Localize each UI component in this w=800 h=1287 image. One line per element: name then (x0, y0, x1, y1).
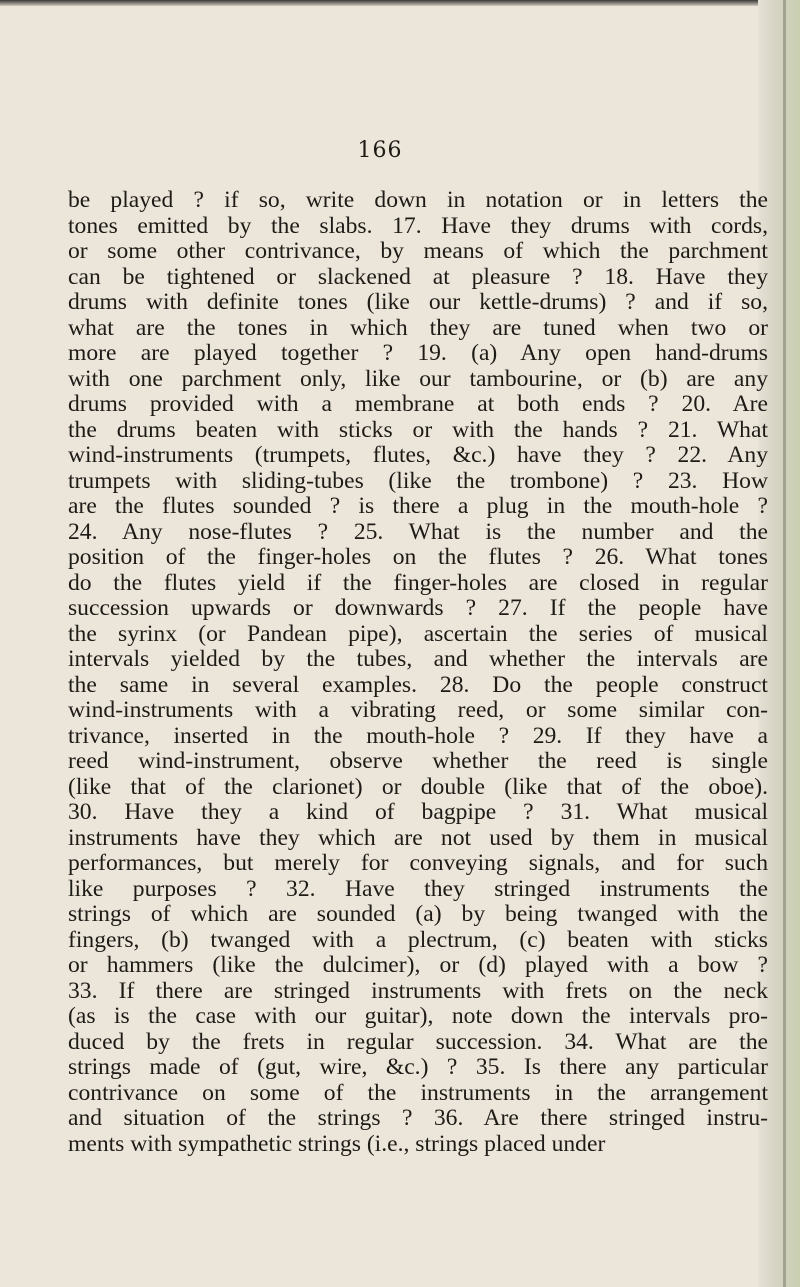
text-line: and situation of the strings ? 36. Are there stringed instru- (68, 1105, 768, 1131)
text-line: wind-instruments with a vibrating reed, or some similar con- (68, 697, 768, 723)
text-line: the drums beaten with sticks or with the hands ? 21. What (68, 416, 768, 443)
text-line: instruments have they which are not used by them in musical (68, 824, 768, 851)
page-top-edge (0, 0, 800, 6)
text-line: with one parchment only, like our tambourine, or (b) are any (68, 365, 768, 392)
text-line: fingers, (b) twanged with a plectrum, (c) beaten with sticks (68, 926, 768, 953)
text-line: what are the tones in which they are tuned when two or (68, 314, 768, 341)
text-line: more are played together ? 19. (a) Any open hand-drums (68, 340, 768, 366)
text-line: be played ? if so, write down in notation or in letters the (68, 187, 768, 213)
text-line: like purposes ? 32. Have they stringed instruments the (68, 875, 768, 902)
text-line: 30. Have they a kind of bagpipe ? 31. What musical (68, 799, 768, 825)
text-line: strings made of (gut, wire, &c.) ? 35. Is there any particular (68, 1054, 768, 1080)
text-line: position of the finger-holes on the flutes ? 26. What tones (68, 544, 768, 570)
text-line: or hammers (like the dulcimer), or (d) played with a bow ? (68, 952, 768, 978)
text-line: trumpets with sliding-tubes (like the trombone) ? 23. How (68, 467, 768, 494)
text-line: tones emitted by the slabs. 17. Have they drums with cords, (68, 212, 768, 239)
text-line: wind-instruments (trumpets, flutes, &c.) have they ? 22. Any (68, 442, 768, 468)
text-line: (like that of the clarionet) or double (like that of the oboe). (68, 773, 768, 800)
text-line: the syrinx (or Pandean pipe), ascertain the series of musical (68, 620, 768, 647)
text-line: do the flutes yield if the finger-holes are closed in regular (68, 569, 768, 596)
text-line: reed wind-instrument, observe whether the reed is single (68, 748, 768, 774)
page-number: 166 (357, 138, 403, 163)
text-line: can be tightened or slackened at pleasure ? 18. Have they (68, 263, 768, 290)
text-line: performances, but merely for conveying signals, and for such (68, 850, 768, 876)
text-line: 33. If there are stringed instruments with frets on the neck (68, 977, 768, 1004)
text-line: the same in several examples. 28. Do the people construct (68, 671, 768, 698)
text-line: contrivance on some of the instruments in the arrangement (68, 1079, 768, 1106)
text-line: strings of which are sounded (a) by being twanged with the (68, 901, 768, 927)
text-line: intervals yielded by the tubes, and whether the intervals are (68, 646, 768, 672)
text-line: ments with sympathetic strings (i.e., strings placed under (68, 1130, 606, 1157)
text-line: succession upwards or downwards ? 27. If the people have (68, 595, 768, 621)
text-line: (as is the case with our guitar), note down the intervals pro- (68, 1003, 768, 1029)
text-line: trivance, inserted in the mouth-hole ? 29. If they have a (68, 722, 768, 749)
text-line: duced by the frets in regular succession. 34. What are the (68, 1028, 768, 1055)
text-line: 24. Any nose-flutes ? 25. What is the number and the (68, 518, 768, 545)
text-line: or some other contrivance, by means of which the parchment (68, 238, 768, 264)
body-text (68, 188, 768, 1157)
text-line: drums with definite tones (like our kettle-drums) ? and if so, (68, 289, 768, 315)
text-line: drums provided with a membrane at both ends ? 20. Are (68, 391, 768, 417)
binding-spine (783, 0, 786, 1287)
text-line: are the flutes sounded ? is there a plug in the mouth-hole ? (68, 493, 768, 519)
